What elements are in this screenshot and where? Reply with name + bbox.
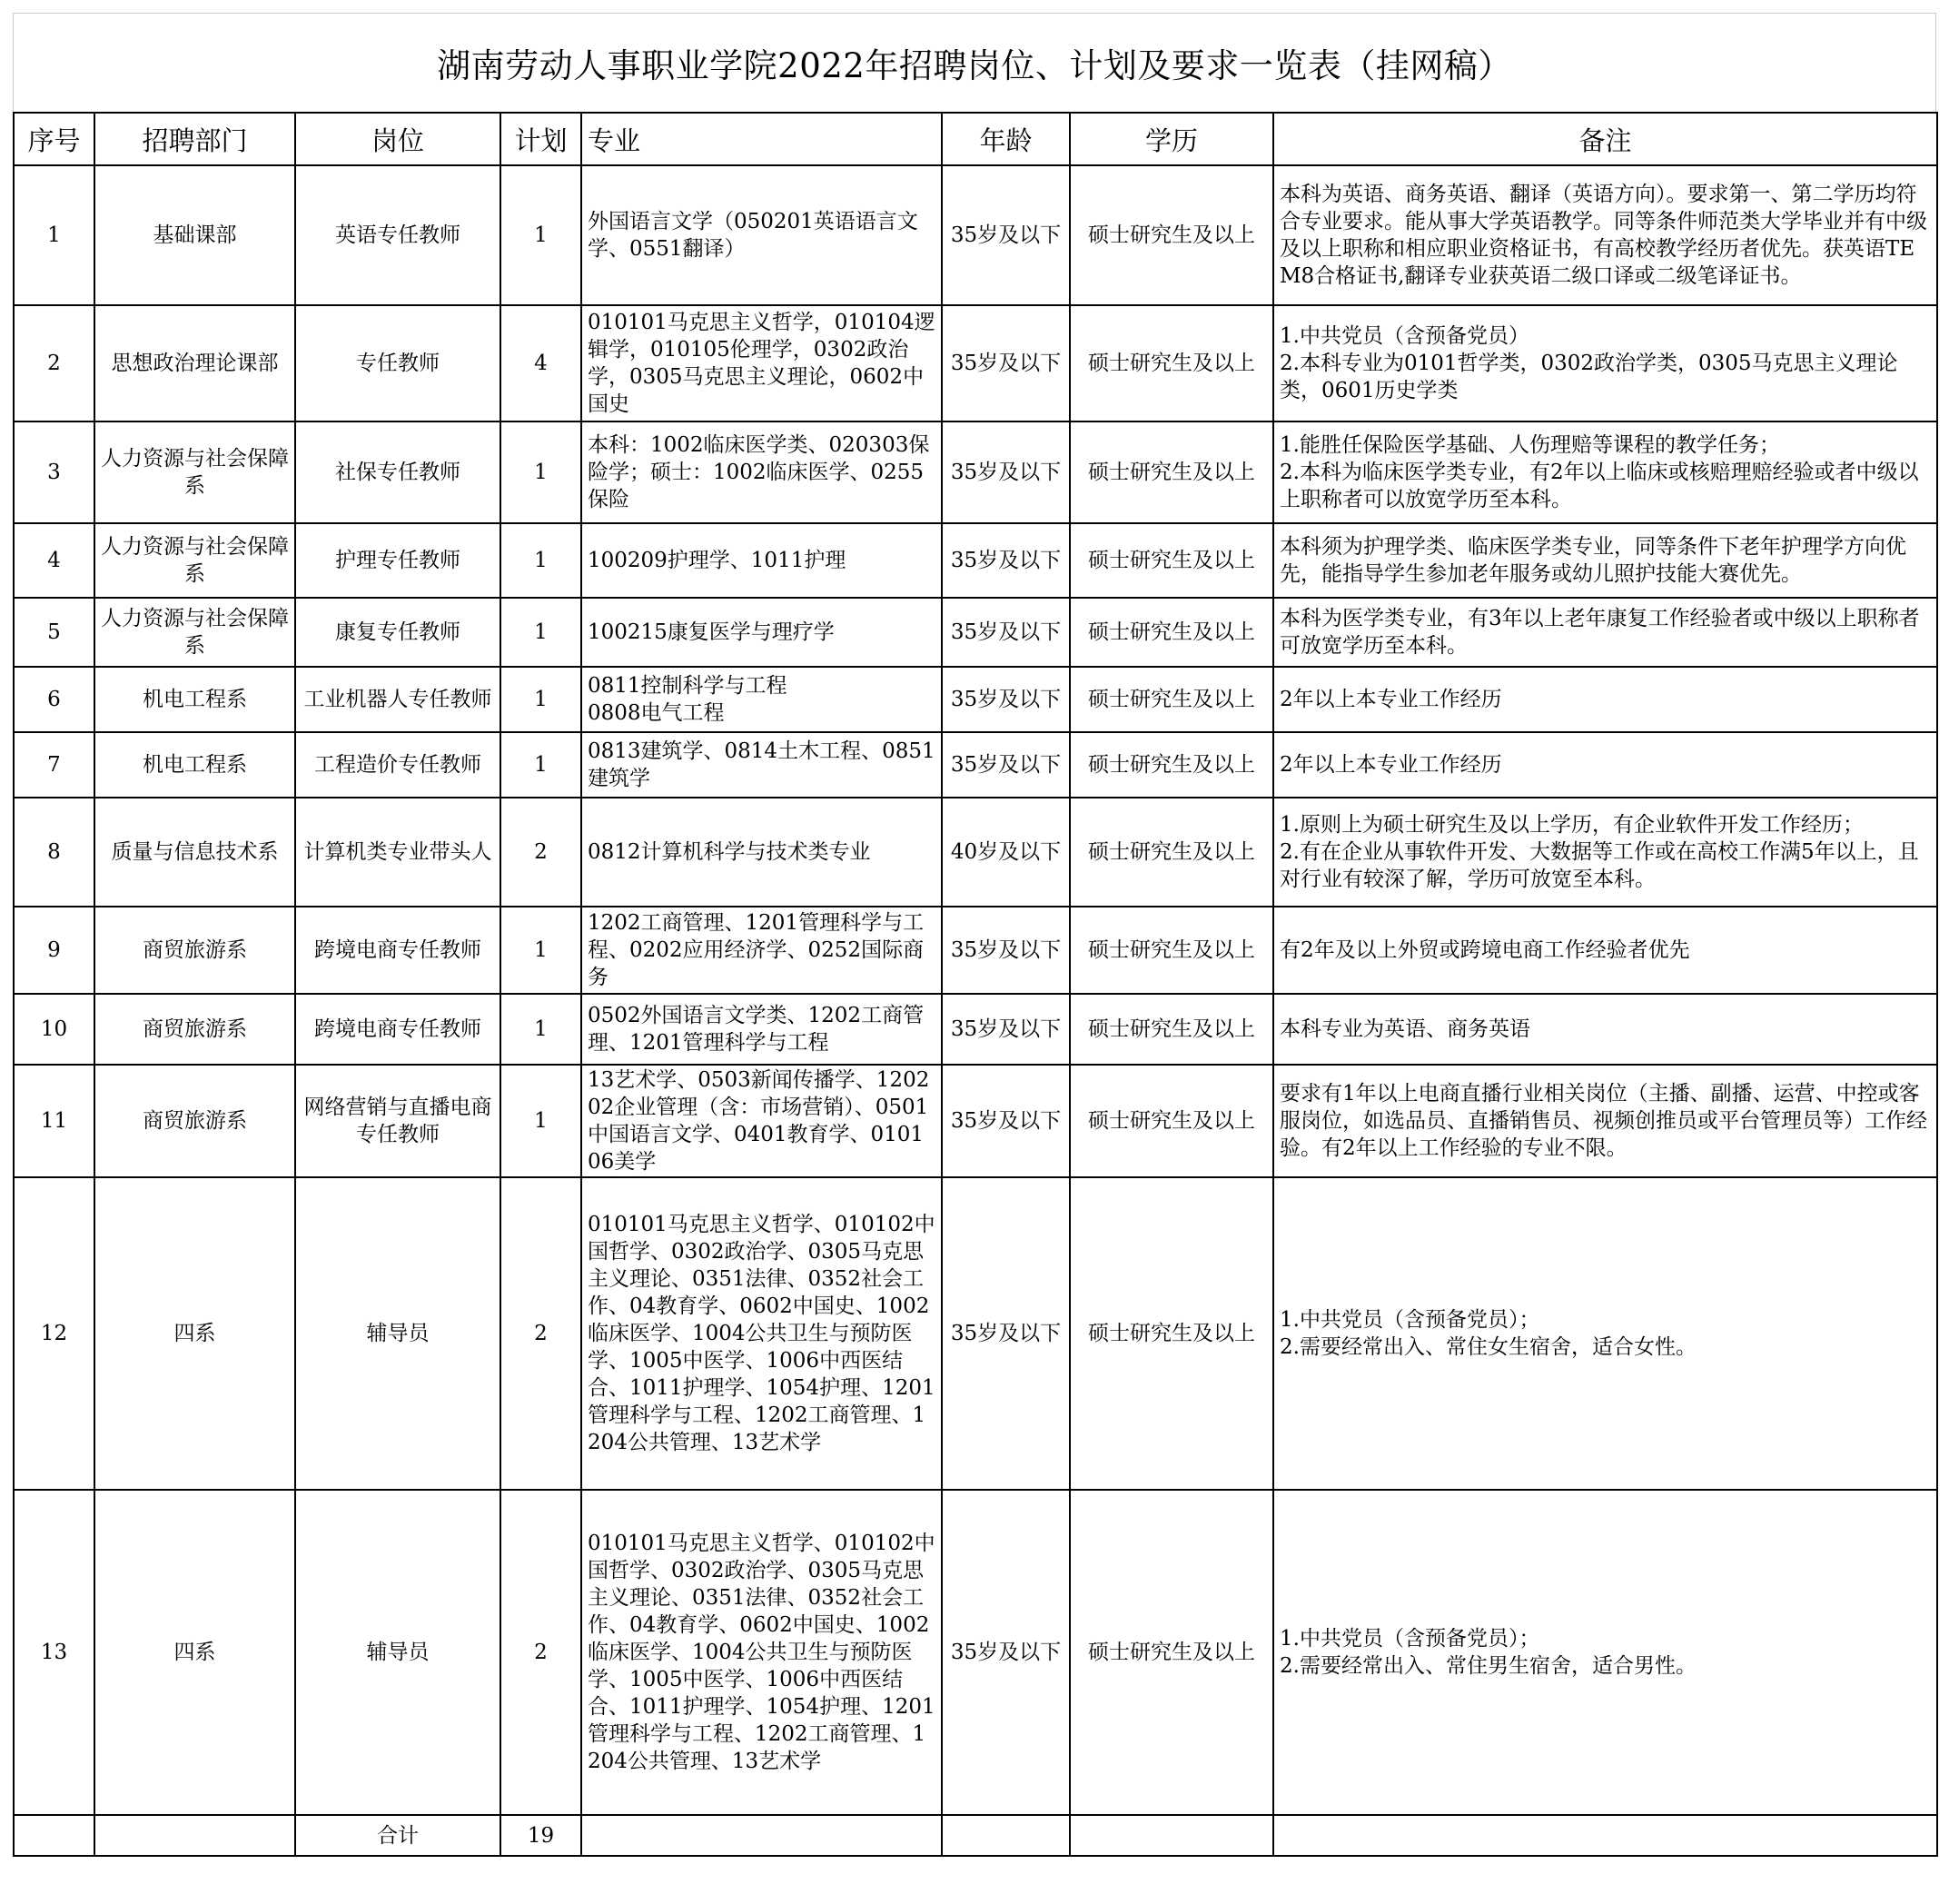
row-plan: 1 [500, 732, 581, 798]
row-plan: 1 [500, 1065, 581, 1177]
row-index: 8 [14, 798, 94, 907]
row-age: 35岁及以下 [942, 421, 1070, 523]
row-age: 35岁及以下 [942, 523, 1070, 598]
row-post: 社保专任教师 [295, 421, 500, 523]
row-edu: 硕士研究生及以上 [1070, 165, 1273, 305]
row-post: 护理专任教师 [295, 523, 500, 598]
row-index: 6 [14, 667, 94, 732]
row-edu: 硕士研究生及以上 [1070, 1490, 1273, 1815]
row-index: 5 [14, 598, 94, 667]
row-note: 1.中共党员（含预备党员） 2.本科专业为0101哲学类，0302政治学类，0305马克思主义理论类，0601历史学类 [1273, 305, 1937, 421]
row-note: 要求有1年以上电商直播行业相关岗位（主播、副播、运营、中控或客服岗位，如选品员、直播销售员、视频创推员或平台管理员等）工作经验。有2年以上工作经验的专业不限。 [1273, 1065, 1937, 1177]
table-row [14, 732, 1937, 798]
row-plan: 1 [500, 523, 581, 598]
header-row [14, 113, 1937, 165]
row-age: 35岁及以下 [942, 165, 1070, 305]
total-label: 合计 [295, 1815, 500, 1856]
row-post: 工业机器人专任教师 [295, 667, 500, 732]
row-edu: 硕士研究生及以上 [1070, 1065, 1273, 1177]
row-age: 35岁及以下 [942, 1490, 1070, 1815]
row-age: 35岁及以下 [942, 1065, 1070, 1177]
row-major: 0812计算机科学与技术类专业 [581, 798, 942, 907]
row-note: 本科须为护理学类、临床医学类专业，同等条件下老年护理学方向优先，能指导学生参加老年服务或幼儿照护技能大赛优先。 [1273, 523, 1937, 598]
table-row [14, 994, 1937, 1065]
row-major: 0811控制科学与工程 0808电气工程 [581, 667, 942, 732]
table-row [14, 421, 1937, 523]
row-note: 1.原则上为硕士研究生及以上学历，有企业软件开发工作经历； 2.有在企业从事软件开发、大数据等工作或在高校工作满5年以上，且对行业有较深了解，学历可放宽至本科。 [1273, 798, 1937, 907]
row-dept: 四系 [94, 1490, 295, 1815]
row-dept: 人力资源与社会保障系 [94, 421, 295, 523]
row-age: 35岁及以下 [942, 732, 1070, 798]
header-plan: 计划 [500, 113, 581, 165]
row-post: 跨境电商专任教师 [295, 994, 500, 1065]
page-title: 湖南劳动人事职业学院2022年招聘岗位、计划及要求一览表（挂网稿） [13, 13, 1936, 112]
recruitment-table [13, 112, 1938, 1857]
total-row [14, 1815, 1937, 1856]
row-edu: 硕士研究生及以上 [1070, 798, 1273, 907]
table-row [14, 1177, 1937, 1490]
row-index: 13 [14, 1490, 94, 1815]
row-post: 工程造价专任教师 [295, 732, 500, 798]
row-edu: 硕士研究生及以上 [1070, 732, 1273, 798]
row-dept: 人力资源与社会保障系 [94, 598, 295, 667]
header-dept: 招聘部门 [94, 113, 295, 165]
row-note: 1.中共党员（含预备党员）； 2.需要经常出入、常住女生宿舍，适合女性。 [1273, 1177, 1937, 1490]
row-index: 2 [14, 305, 94, 421]
table-row [14, 907, 1937, 994]
row-dept: 商贸旅游系 [94, 994, 295, 1065]
row-plan: 1 [500, 907, 581, 994]
row-edu: 硕士研究生及以上 [1070, 598, 1273, 667]
row-index: 11 [14, 1065, 94, 1177]
row-note: 有2年及以上外贸或跨境电商工作经验者优先 [1273, 907, 1937, 994]
row-major: 1202工商管理、1201管理科学与工程、0202应用经济学、0252国际商务 [581, 907, 942, 994]
row-note: 2年以上本专业工作经历 [1273, 667, 1937, 732]
total-plan: 19 [500, 1815, 581, 1856]
total-empty-cell [1273, 1815, 1937, 1856]
row-plan: 2 [500, 798, 581, 907]
header-major: 专业 [581, 113, 942, 165]
row-edu: 硕士研究生及以上 [1070, 421, 1273, 523]
row-index: 9 [14, 907, 94, 994]
row-post: 计算机类专业带头人 [295, 798, 500, 907]
row-age: 35岁及以下 [942, 994, 1070, 1065]
row-edu: 硕士研究生及以上 [1070, 305, 1273, 421]
row-index: 10 [14, 994, 94, 1065]
table-row [14, 1065, 1937, 1177]
row-post: 跨境电商专任教师 [295, 907, 500, 994]
row-major: 010101马克思主义哲学、010102中国哲学、0302政治学、0305马克思主义理论、0351法律、0352社会工作、04教育学、0602中国史、1002临床医学、1004公共卫生与预防医学、1005中医学、1006中西医结合、1011护理学、1054护理、1201管理科学与工程、1202工商管理、1204公共管理、13艺术学 [581, 1177, 942, 1490]
row-edu: 硕士研究生及以上 [1070, 523, 1273, 598]
row-dept: 机电工程系 [94, 732, 295, 798]
row-note: 1.能胜任保险医学基础、人伤理赔等课程的教学任务； 2.本科为临床医学类专业，有2年以上临床或核赔理赔经验或者中级以上职称者可以放宽学历至本科。 [1273, 421, 1937, 523]
total-empty-cell [14, 1815, 94, 1856]
recruitment-sheet [13, 13, 1936, 1857]
row-post: 辅导员 [295, 1177, 500, 1490]
row-note: 本科专业为英语、商务英语 [1273, 994, 1937, 1065]
row-post: 康复专任教师 [295, 598, 500, 667]
row-major: 外国语言文学（050201英语语言文学、0551翻译） [581, 165, 942, 305]
row-edu: 硕士研究生及以上 [1070, 1177, 1273, 1490]
row-note: 2年以上本专业工作经历 [1273, 732, 1937, 798]
row-plan: 1 [500, 667, 581, 732]
row-dept: 人力资源与社会保障系 [94, 523, 295, 598]
row-major: 0502外国语言文学类、1202工商管理、1201管理科学与工程 [581, 994, 942, 1065]
table-row [14, 1490, 1937, 1815]
table-row [14, 667, 1937, 732]
row-index: 7 [14, 732, 94, 798]
row-edu: 硕士研究生及以上 [1070, 994, 1273, 1065]
table-row [14, 798, 1937, 907]
total-empty-cell [581, 1815, 942, 1856]
row-plan: 1 [500, 994, 581, 1065]
table-body [14, 165, 1937, 1815]
row-dept: 商贸旅游系 [94, 1065, 295, 1177]
row-age: 35岁及以下 [942, 667, 1070, 732]
row-major: 010101马克思主义哲学、010102中国哲学、0302政治学、0305马克思主义理论、0351法律、0352社会工作、04教育学、0602中国史、1002临床医学、1004公共卫生与预防医学、1005中医学、1006中西医结合、1011护理学、1054护理、1201管理科学与工程、1202工商管理、1204公共管理、13艺术学 [581, 1490, 942, 1815]
row-age: 35岁及以下 [942, 907, 1070, 994]
row-dept: 思想政治理论课部 [94, 305, 295, 421]
row-edu: 硕士研究生及以上 [1070, 907, 1273, 994]
header-note: 备注 [1273, 113, 1937, 165]
row-major: 0813建筑学、0814土木工程、0851建筑学 [581, 732, 942, 798]
total-empty-cell [942, 1815, 1070, 1856]
table-row [14, 523, 1937, 598]
row-plan: 1 [500, 421, 581, 523]
row-plan: 1 [500, 598, 581, 667]
row-age: 35岁及以下 [942, 1177, 1070, 1490]
row-age: 40岁及以下 [942, 798, 1070, 907]
row-age: 35岁及以下 [942, 598, 1070, 667]
row-index: 3 [14, 421, 94, 523]
row-major: 100215康复医学与理疗学 [581, 598, 942, 667]
header-edu: 学历 [1070, 113, 1273, 165]
row-post: 辅导员 [295, 1490, 500, 1815]
row-major: 本科：1002临床医学类、020303保险学；硕士：1002临床医学、0255保险 [581, 421, 942, 523]
header-index: 序号 [14, 113, 94, 165]
row-plan: 4 [500, 305, 581, 421]
row-note: 本科为英语、商务英语、翻译（英语方向）。要求第一、第二学历均符合专业要求。能从事大学英语教学。同等条件师范类大学毕业并有中级及以上职称和相应职业资格证书，有高校教学经历者优先。获英语TEM8合格证书,翻译专业获英语二级口译或二级笔译证书。 [1273, 165, 1937, 305]
row-index: 1 [14, 165, 94, 305]
row-note: 1.中共党员（含预备党员）； 2.需要经常出入、常住男生宿舍，适合男性。 [1273, 1490, 1937, 1815]
table-row [14, 598, 1937, 667]
row-index: 12 [14, 1177, 94, 1490]
table-row [14, 305, 1937, 421]
total-empty-cell [94, 1815, 295, 1856]
row-age: 35岁及以下 [942, 305, 1070, 421]
row-index: 4 [14, 523, 94, 598]
row-post: 专任教师 [295, 305, 500, 421]
row-dept: 机电工程系 [94, 667, 295, 732]
row-major: 13艺术学、0503新闻传播学、120202企业管理（含：市场营销）、0501中国语言文学、0401教育学、010106美学 [581, 1065, 942, 1177]
row-dept: 商贸旅游系 [94, 907, 295, 994]
row-dept: 四系 [94, 1177, 295, 1490]
row-note: 本科为医学类专业，有3年以上老年康复工作经验者或中级以上职称者可放宽学历至本科。 [1273, 598, 1937, 667]
row-dept: 质量与信息技术系 [94, 798, 295, 907]
row-plan: 1 [500, 165, 581, 305]
row-post: 网络营销与直播电商专任教师 [295, 1065, 500, 1177]
row-major: 100209护理学、1011护理 [581, 523, 942, 598]
row-post: 英语专任教师 [295, 165, 500, 305]
table-row [14, 165, 1937, 305]
row-plan: 2 [500, 1490, 581, 1815]
row-major: 010101马克思主义哲学，010104逻辑学，010105伦理学，0302政治学，0305马克思主义理论，0602中国史 [581, 305, 942, 421]
row-edu: 硕士研究生及以上 [1070, 667, 1273, 732]
total-empty-cell [1070, 1815, 1273, 1856]
row-plan: 2 [500, 1177, 581, 1490]
header-post: 岗位 [295, 113, 500, 165]
row-dept: 基础课部 [94, 165, 295, 305]
header-age: 年龄 [942, 113, 1070, 165]
